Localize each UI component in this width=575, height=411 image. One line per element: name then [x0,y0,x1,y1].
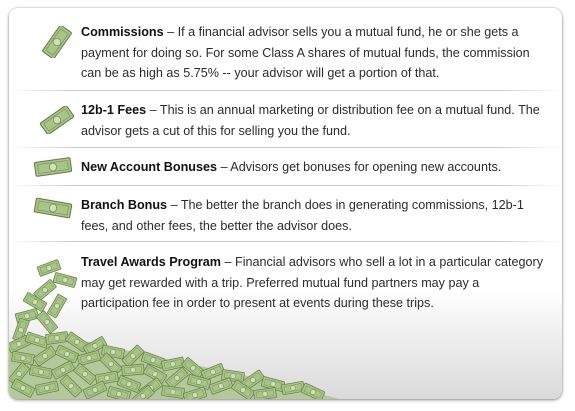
money-bill-icon [31,156,75,178]
item-title: New Account Bonuses [81,160,217,174]
money-bill-icon [31,196,75,220]
money-pile-icon [9,258,339,399]
divider [9,185,562,186]
item-commissions [81,22,547,84]
info-card [9,8,562,399]
item-12b1-fees [81,100,547,141]
item-text: – This is an annual marketing or distribution fee on a mutual fund. The advisor gets a cut of this for selling you the fund. [81,103,540,138]
item-title: Commissions [81,25,164,39]
item-text: – Financial advisors who sell a lot in a particular category may get rewarded with a trip. Preferred mutual fund partners may pay a participation fee in order to present at events during these trips. [81,255,543,310]
item-text: – Advisors get bonuses for opening new accounts. [217,160,502,174]
divider [9,241,562,242]
item-title: 12b-1 Fees [81,103,147,117]
item-branch-bonus [81,195,547,236]
item-text: – The better the branch does in generating commissions, 12b-1 fees, and other fees, the better the advisor does. [81,198,524,233]
item-title: Branch Bonus [81,198,168,212]
divider [9,90,562,91]
money-bill-icon [37,106,77,134]
item-text: – If a financial advisor sells you a mutual fund, he or she gets a payment for doing so. For some Class A shares of mutual funds, the commission can be as high as 5.75% -- your advisor will get a portion of that. [81,25,530,80]
item-title: Travel Awards Program [81,255,221,269]
divider [9,147,562,148]
money-bill-icon [37,26,77,58]
item-new-account-bonuses [81,157,547,178]
